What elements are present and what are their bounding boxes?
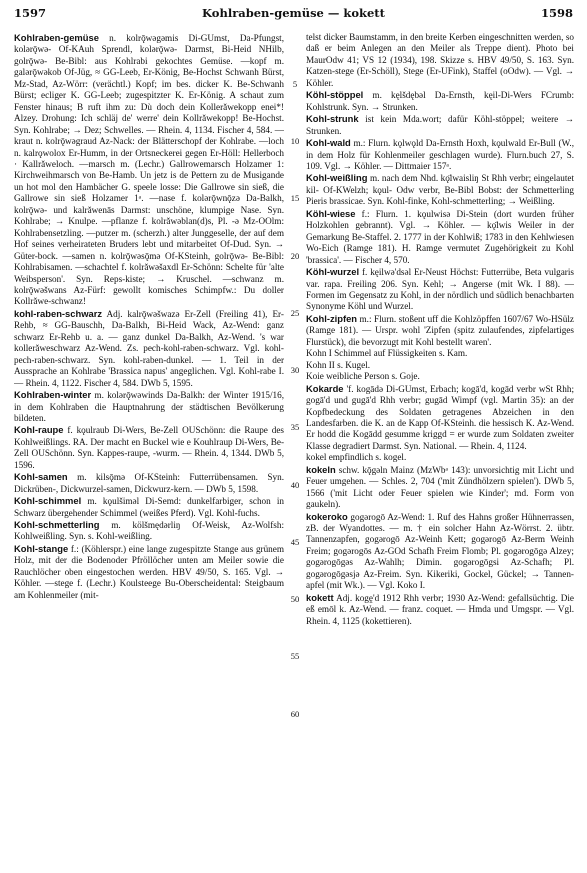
entry-body: m. kęlšdębəl Da-Ernsth, kęil-Di-Wers FCrumb: Kohlstrunk. Syn. → Strunken. — [306, 90, 574, 112]
entry-headword: Kohl-strunk — [306, 113, 359, 125]
line-number: 5 — [292, 78, 298, 89]
dictionary-entry — [306, 452, 574, 463]
line-number: 60 — [290, 708, 300, 719]
entry-body: m. kǫulšiməl Di-Semd: dunkelfarbiger, schon in Schwarz übergehender Schimmel (weißes Pferd). Vgl. Kohl-fuchs. — [14, 496, 284, 518]
dictionary-entry — [306, 313, 574, 348]
entry-headword: Köhl-wurzel — [306, 266, 360, 278]
entry-body: Koie weibliche Person s. Goje. — [306, 371, 420, 382]
entry-body: m. kilsǭmə Of-KSteinh: Futterrübensamen. Syn. Dickrüben-, Dickwurzel-samen, Dickwurz-kern. — DWb 5, 1598. — [14, 472, 284, 494]
dictionary-entry — [306, 348, 574, 359]
entry-body: m.: Flurn. kǫlwǫld Da-Ernsth Hoxh, kǫulwald Er-Bull (W., in dem Holz für Kohlenmeiler geschlagen wurde). Flurn.buch 27, S. 109. Vgl. → Köhler. — Dittmaier 157ᵃ. — [306, 138, 574, 171]
entry-body: f. kęilwǝ'dsəl Er-Neust Höchst: Futterrübe, Beta vulgaris var. rapa. Freiling 206. Syn. Kehl; → Angerse (mit Wk. I 88). — Formen im Gegensatz zu Kohl, in der nördlich und südlich benachbarten Synonyme Köhl und Wurzel. — [306, 267, 574, 312]
entry-body: ist kein Mda.wort; dafür Köhl-stöppel; weitere → Strunken. — [306, 114, 574, 136]
dictionary-entry — [306, 208, 574, 266]
entry-body: Kohn II s. Kugel. — [306, 359, 371, 370]
left-column — [14, 32, 284, 869]
line-number: 15 — [290, 193, 300, 204]
line-number: 35 — [290, 422, 300, 433]
dictionary-entry — [14, 424, 284, 471]
dictionary-entry — [306, 113, 574, 137]
dictionary-entry — [14, 471, 284, 495]
entry-headword: Kohl-stange — [14, 542, 69, 554]
dictionary-entry — [306, 137, 574, 172]
entry-body: schw. kǭgəln Mainz (MzWbᵃ 143): unvorsichtig mit Licht und Feuer umgehen. — Schles. 2, 704 ('mit Zündhölzern spielen'). DWb 5, 1566 ('mit Licht oder Feuer spielen wie Kinder'; md. Form von gaukeln). — [306, 464, 574, 510]
dictionary-entry — [306, 371, 574, 382]
line-number: 50 — [290, 594, 300, 605]
entry-body: m. nach dem Nhd. kǫ̈lwaisliŋ St Rhh verbr; eingelautet kil- Of-KWelzh; kǫul- Odw verbr, Be-Bibl Bobst: der Schmetterling Pieris brassicae. Syn. Kohl-finke, Kohl-schmetterling; → Weißling. — [306, 173, 574, 207]
dictionary-entry — [306, 464, 574, 511]
entry-headword: Kohl-zipfen — [306, 312, 358, 324]
entry-headword: Kohlraben-winter — [14, 389, 92, 401]
entry-body: 'f. kogādə Di-GUmst, Erbach; kogā'd, kogād verbr wSt Rhh; gogā'd und gugā'd Rhh verbr; gugād Wimpf (vgl. Martin 35): an der Kopfbedeckung des Soldaten getragenes Abzeichen in den Landesfarben. die K. an de Kapp Of-KSteinh. die hessisch K. Az-Wend. Er hodd die Kogādd gesumme kriggd = er wurde zum Soldaten zweiter Klasse degradiert Darmst. Syn. National. — Rhein. 4, 1124. — [306, 383, 574, 451]
line-number: 55 — [290, 651, 300, 662]
right-page-number: 1598 — [540, 6, 573, 20]
entry-body: f.: (Köhlerspr.) eine lange zugespitzte Stange aus grünem Holz, mit der die Bodenoder Pfröllöcher unten am Meiler sowie die Rauchlöcher oben eingestochen werden. HBV 49/50, S. 165. Vgl. → Köhler. —stege f. (Lechr.) Koulsteege Bu-Oberscheidental: Steigbaum am Kohlenmeiler (mit- — [14, 543, 284, 600]
dictionary-entry — [306, 266, 574, 313]
entry-headword: Kohl-wald — [306, 137, 351, 149]
entry-body: kokel empfindlich s. kogel. — [306, 452, 407, 463]
dictionary-entry — [306, 511, 574, 592]
entry-body: f. kǫulraub Di-Wers, Be-Zell OUSchönn: die Raupe des Kohlweißlings. RA. Der macht en Buckel wie e Kouhlraup Di-Wers, Be-Zell OUSchönn. Syn. Kappes-raupe, -wurm. — Rhein. 4, 1344. DWb 5, 1596. — [14, 425, 284, 470]
dictionary-entry — [306, 172, 574, 207]
right-column — [306, 32, 574, 869]
dictionary-entry — [306, 89, 574, 113]
left-page-number: 1597 — [14, 6, 47, 20]
entry-body: n. kolrǭwəgəmis Di-GUmst, Da-Pfungst, kolərǭwə- Of-KAuh Sprendl, kolərǭwə- Darmst, Bi-Heid NHilb, golrǭwə- Be-Bibl: aus Kohlrabi gekochtes Gemüse. —kopf m. galǝrǭwəkob Of-Jüg, ≈ GG-Leeb, Er-König, Be-Hochst Schwanh Bürst, Mz-Stad, Az-Wörr: (verächtl.) Kopf; im bes. dicker K. Be-Schwanh Bürst; ecliger K. GG-Leeb; zugespitzter K. Er-König. A schaut zum Fenster hinaus; B ruft ihm zu: Dù doch dein Kollerǎwekopp enei*! Alzey. Drohung: Ich schläj de' werre' dein Kollrǎwekopp! Be-Hochst. Syn. Kohlrabe; → Dez; Schwelles. — Rhein. 4, 1134. Fischer 4, 584. —kraut n. kolrǭwəgraud Az-Nack: der Blätterschopf der Kohlrabe. —loch n. kalrǫwoloх Er-Humm, in der Ortsneckerei gegen Er-Höll: Hellerboch · Kallrǎweloch. —marsch m. (Lechr.) Gallrowemarsch Holzamer 1: Kirchweihmarsch von Be-Hamb. Un jetz is de Pettern zu de Musigande un hot mol den Hambächer G. speele losse: Die Gallrowe sin sieß, die Gallrowe sin sieß Holzamer 1ᵃ. —nase f. kolərǭwnǭzə Da-Balkh, kolrǭwə- und kalrǎwenās Darmst: unschöne, klumpige Nase. Syn. Kohlrabe; → Knulpe. —pflanze f. kolrǎwəblan(d)s, Pl. -ə Mz-OOlm: Kohlrabensetzling. —putzer m. (scherzh.) alter Junggeselle, der auf dem Hof seines verheirateten Bruders lebt und mitarbeitet Of-Dud. Syn. → Güter-bock. —samen n. kolrǭwəsǭmə Of-KSteinh, golrǭwə- Be-Bibl: Kohlrabisamen. —schachtel f. kolrǎwəšaxdl Er-Schönn: Schelte für 'alte Weibsperson'. Syn. Reps-kiste; → Kruschel. —schwanz m. kolrǭwəšwans Az-Fürf: gewollt komisches Schimpfw.: Du doller Kollrǎwe-schwanz! — [14, 33, 284, 307]
line-number: 20 — [290, 250, 300, 261]
dictionary-entry — [306, 592, 574, 627]
entry-body: Adj. kogḙ'd 1912 Rhh verbr; 1930 Az-Wend: gefallsüchtig. Die eß emōl k. Az-Wend. — franz. coquet. — Hmda und Umgspr. — Vgl. Rhein. 4, 1125 (kokettieren). — [306, 592, 574, 626]
entry-headword: kokeln — [306, 463, 336, 475]
page-header — [14, 6, 573, 22]
line-number: 25 — [290, 307, 300, 318]
entry-headword: Kohl-raupe — [14, 424, 64, 436]
dictionary-entry — [14, 543, 284, 601]
line-number: 30 — [290, 365, 300, 376]
entry-headword: Kohl-weißling — [306, 172, 368, 184]
line-number-gutter — [286, 32, 304, 832]
entry-headword: Kohl-schimmel — [14, 495, 82, 507]
entry-body: Adj. kalrǭwəšwazə Er-Zell (Freiling 41), Er-Rehb, ≈ GG-Bauschh, Da-Balkh, Bi-Heid Wack, Az-Wend: ganz schwarz Er-Rehb u. a. — ganz dunkel Da-Balkh, Az-Wend. 's war kollerǎweschwarz Az-Wend. Zs. pech-kohl-raben-schwarz. Vgl. kohl-pech-raben-schwarz. Syn. kohl-raben-dunkel. — 1. Teil in der Aussprache an Kohlrabe 'Brassica napus' angeglichen. Vgl. Kohl-rabe I. — Rhein. 4, 1122. Fischer 4, 584. DWb 5, 1595. — [14, 308, 284, 388]
dictionary-entry — [306, 32, 574, 89]
entry-body: gogərogō Az-Wend: 1. Ruf des Hahns großer Hühnerrassen, zB. der Wyandottes. — m. † ein solcher Hahn Az-Wörrst. 2. übtr. Tannenzapfen, gogərogō Az-Weinh Kett; gogərogō Az-Berm Weinh Freim; gogərogōs Az-GOd Schafh Freim Flomb; Pl. gogərogōgə Alzey; gogərogōgəs Az-Wahlh; Dimin. gogərogōgsi Az-Schafh; Pl. gogərogōgəsjə Az-Freim. Syn. Kikeriki, Gockel, Gückel; → Tannen-apfel (mit Wk.). — Vgl. Koko I. — [306, 511, 574, 591]
entry-headword: Kohlraben-gemüse — [14, 32, 99, 43]
dictionary-entry — [14, 519, 284, 543]
dictionary-entry — [14, 32, 284, 308]
entry-body: f.: Flurn. 1. kǫulwisə Di-Stein (dort wurden früher Holzkohlen gebrannt). Vgl. → Köhler. — kǫ̈lwis Weiler in der Gemarkung Be-Staffel. 2. 1777 in der Kohlwiß; 1783 in den Kehlwiesen Wo-Eich (Ramge 181). H. Ramge vermutet Zugehörigkeit zu Kohl 'brassica'. — Fischer 4, 570. — [306, 208, 574, 265]
entry-body: telst dicker Baumstamm, in den breite Kerben eingeschnitten werden, so daß er beim Anlegen an den Meiler als Treppe dient). Photo bei MaurOdw 41; VS 12 (1934), 198. Skizze s. HBV 49/50, S. 163. Syn. Katzen-stege (Er-Schöll), Stege (Er-UFink), Staffel (oOdw). — Vgl. → Köhler. — [306, 32, 574, 88]
entry-body: Kohn I Schimmel auf Flüssigkeiten s. Kam. — [306, 348, 468, 359]
dictionary-entry — [14, 495, 284, 519]
entry-headword: Kohl-schmetterling — [14, 519, 100, 531]
entry-body: m. kolərǭwəwinds Da-Balkh: der Winter 1915/16, in dem Kohlraben die Hauptnahrung der städtischen Bevölkerung bildeten. — [14, 390, 284, 423]
entry-body: m.: Flurn. stoßent uff die Kohlzöpffen 1607/67 Wo-HSülz (Ramge 181). — Urspr. wohl 'Zipfen (spitz zulaufendes, zipfelartiges Flurstück), die bevorzugt mit Kohl bestellt waren'. — [306, 313, 574, 347]
line-number: 10 — [290, 136, 300, 147]
entry-headword: Kokarde — [306, 382, 344, 394]
entry-headword: Köhl-wiese — [306, 207, 356, 219]
dictionary-entry — [306, 383, 574, 453]
dictionary-entry — [14, 389, 284, 424]
entry-headword: Köhl-stöppel — [306, 89, 364, 101]
entry-body: m. kölšmędǝrliŋ Of-Weisk, Az-Wolfsh: Kohlweißling. Syn. s. Kohl-weißling. — [14, 520, 284, 542]
running-head: Kohlraben-gemüse — kokett — [202, 6, 385, 20]
dictionary-entry — [14, 308, 284, 389]
line-number: 45 — [290, 536, 300, 547]
dictionary-entry — [306, 360, 574, 371]
entry-headword: Kohl-samen — [14, 471, 68, 483]
entry-headword: kohl-raben-schwarz — [14, 307, 103, 319]
entry-headword: kokett — [306, 591, 334, 603]
entry-headword: kokeroko — [306, 510, 348, 522]
line-number: 40 — [290, 479, 300, 490]
